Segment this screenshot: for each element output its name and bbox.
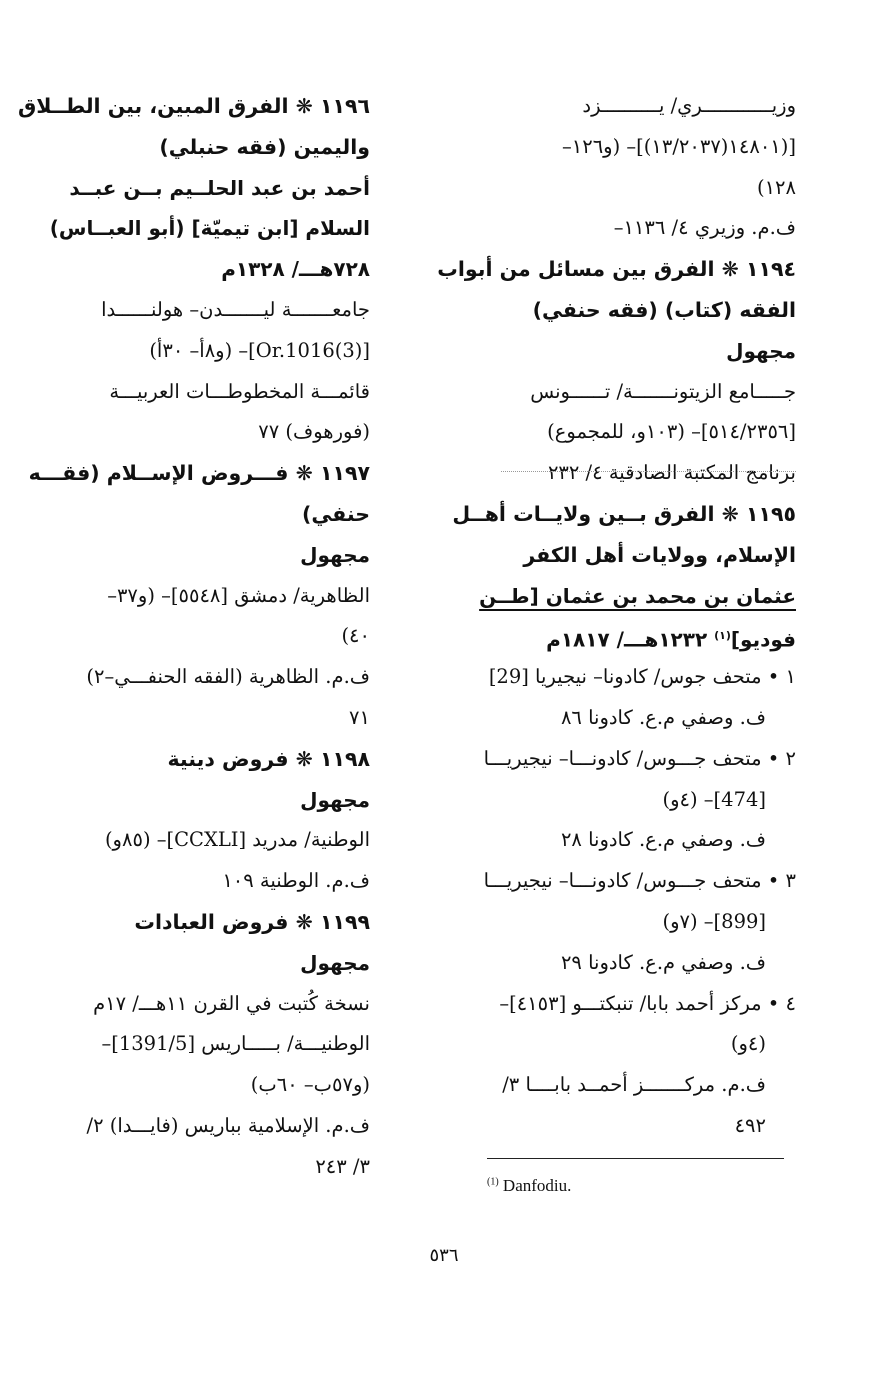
- left-column: [17, 86, 370, 1188]
- text-line: [٥١٤/٢٣٥٦]– (١٠٣و، للمجموع): [547, 420, 796, 444]
- copy-line: ف. وصفي م.ع. كادونا ٨٦: [560, 705, 766, 729]
- copy-line: ٣ • متحف جـــوس/ كادونـــا– نيجيريـــا: [483, 869, 796, 893]
- entry-author-1196-cont: السلام [ابن تيميّة] (أبو العبــاس): [49, 216, 370, 241]
- copy-line: [474]– (٤و): [662, 787, 766, 811]
- copy-line: ف. وصفي م.ع. كادونا ٢٨: [560, 828, 766, 852]
- entry-author-1195-cont: [501, 616, 796, 657]
- entry-title-1197: ١١٩٧ ❋ فـــروض الإســلام (فقـــه: [28, 461, 370, 486]
- entry-author-1194: مجهول: [726, 338, 796, 363]
- entry-author-1196-date: ٧٢٨هـــ/ ١٣٢٨م: [221, 257, 370, 282]
- author-date: ١٢٣٢هـــ/ ١٨١٧م: [546, 628, 715, 653]
- copy-line: ٤ • مركز أحمد بابا/ تنبكتـــو [٤١٥٣]–: [499, 991, 796, 1015]
- text-line: (فورهوف) ٧٧: [258, 420, 370, 444]
- text-line: الوطنية/ مدريد [CCXLI]– (٨٥و): [104, 828, 370, 852]
- footnote: [487, 1176, 787, 1196]
- entry-author-1199: مجهول: [300, 950, 370, 975]
- footnote-divider: [487, 1158, 784, 1159]
- footnote-marker: (1): [487, 1176, 499, 1188]
- entry-title-1198: ١١٩٨ ❋ فروض دينية: [167, 746, 370, 771]
- copy-line: ف.م. مركـــــــز أحمــد بابــــا ٣/: [502, 1073, 766, 1097]
- entry-author-1195: عثمان بن محمد بن عثمان [طــن: [479, 583, 796, 608]
- footnote-text: Danfodiu.: [502, 1176, 572, 1195]
- entry-title-1196-cont: واليمين (فقه حنبلي): [159, 134, 370, 159]
- entry-title-1195: ١١٩٥ ❋ الفرق بــين ولايــات أهــل: [452, 501, 796, 526]
- text-line: جـــــامع الزيتونـــــــة/ تــــــونس: [530, 379, 796, 403]
- text-line: برنامج المكتبة الصادقية ٤/ ٢٣٢: [547, 461, 796, 485]
- entry-divider: [501, 471, 796, 472]
- text-line: وزيــــــــــــري/ يــــــــــزد: [582, 94, 796, 117]
- author-name-part: فوديو]: [730, 628, 796, 653]
- entry-author-1196: أحمد بن عبد الحلــيم بــن عبــد: [69, 175, 370, 200]
- copy-line: ف. وصفي م.ع. كادونا ٢٩: [560, 950, 766, 974]
- copy-line: (٤و): [730, 1032, 766, 1056]
- text-line: ف.م. الظاهرية (الفقه الحنفـــي–٢): [86, 665, 370, 689]
- text-line: ٧١: [349, 705, 370, 729]
- text-line: [Or.1016(3)]– (و٨أ– ٣٠أ): [149, 338, 370, 362]
- entry-title-1195-cont: الإسلام، وولايات أهل الكفر: [523, 542, 796, 567]
- text-line: ف.م. الوطنية ١٠٩: [222, 869, 370, 893]
- page-number: ٥٣٦: [429, 1245, 459, 1266]
- copy-line: [899]– (٧و): [662, 909, 766, 933]
- footnote-marker: (١): [714, 629, 731, 643]
- copy-line: ٢ • متحف جـــوس/ كادونـــا– نيجيريـــا: [483, 746, 796, 770]
- copy-line: ٤٩٢: [734, 1113, 766, 1137]
- text-line: [(١٤٨٠١(١٣/٢٠٣٧)]– (و١٢٦–: [562, 134, 796, 158]
- text-line: الوطنيـــة/ بـــــاريس [1391/5]–: [101, 1032, 370, 1056]
- text-line: ف.م. وزيري ٤/ ١١٣٦–: [613, 216, 796, 240]
- text-line: ١٢٨): [756, 175, 796, 199]
- text-line: الظاهرية/ دمشق [٥٥٤٨]– (و٣٧–: [107, 583, 370, 607]
- entry-title-1194: ١١٩٤ ❋ الفرق بين مسائل من أبواب: [437, 257, 796, 282]
- entry-author-1198: مجهول: [300, 787, 370, 812]
- entry-title-1197-cont: حنفي): [301, 501, 370, 526]
- entry-title-1194-cont: الفقه (كتاب) (فقه حنفي): [532, 297, 796, 322]
- text-line: نسخة كُتبت في القرن ١١هـــ/ ١٧م: [93, 991, 370, 1015]
- text-line: قائمـــة المخطوطـــات العربيـــة: [109, 379, 370, 403]
- copy-line: ١ • متحف جوس/ كادونا– نيجيريا [29]: [488, 665, 796, 689]
- entry-title-1199: ١١٩٩ ❋ فروض العبادات: [134, 909, 370, 934]
- text-line: ف.م. الإسلامية بباريس (فايـــدا) ٢/: [86, 1113, 370, 1137]
- entry-title-1196: ١١٩٦ ❋ الفرق المبين، بين الطــلاق: [17, 94, 370, 118]
- entry-author-1197: مجهول: [300, 542, 370, 567]
- right-column: [437, 86, 796, 1147]
- text-line: جامعـــــــة ليـــــــدن– هولنــــــدا: [101, 297, 370, 321]
- text-line: ٣/ ٢٤٣: [315, 1154, 370, 1178]
- text-line: (و٥٧ب– ٦٠ب): [250, 1073, 370, 1097]
- text-line: ٤٠): [341, 624, 370, 648]
